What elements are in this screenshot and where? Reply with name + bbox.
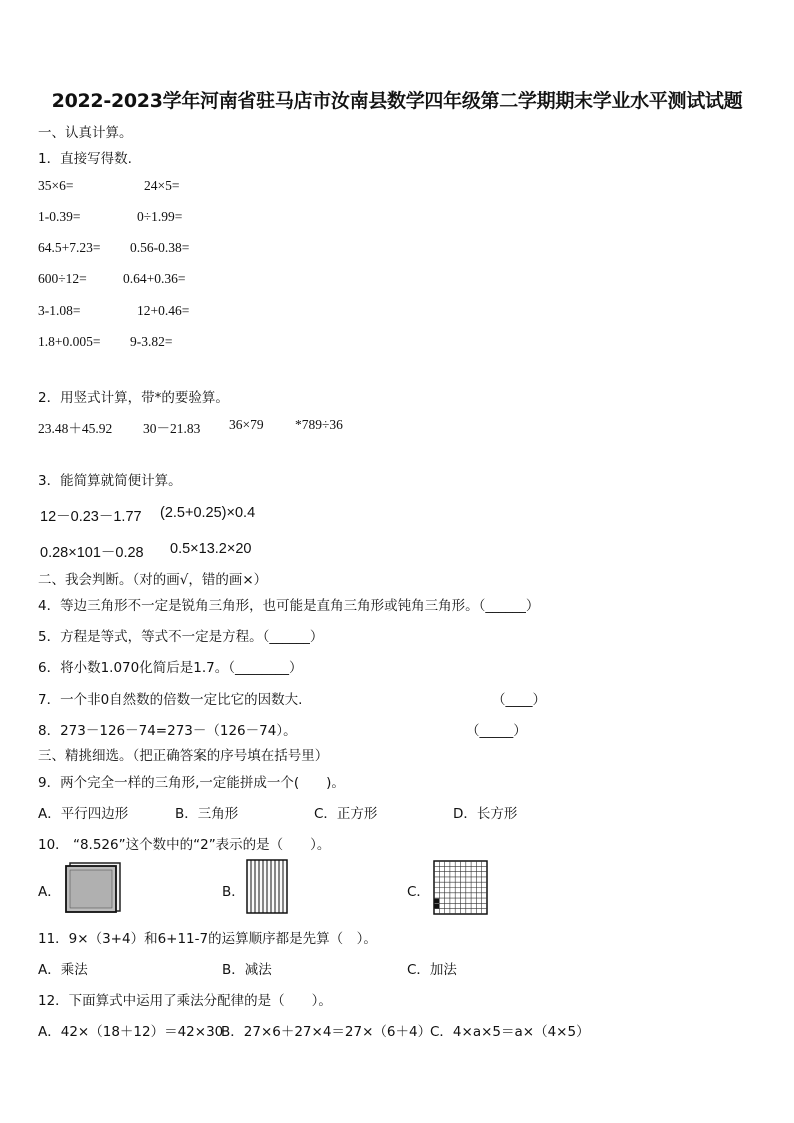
q1-item: 3-1.08= bbox=[38, 303, 81, 318]
q2-item: *789÷36 bbox=[295, 417, 343, 432]
question-8-blank: （_____） bbox=[466, 723, 527, 739]
q11-option-c: C．加法 bbox=[407, 962, 457, 978]
question-7-blank: （____） bbox=[492, 692, 546, 708]
q2-item: 30－21.83 bbox=[143, 421, 201, 436]
q10-option-c: C． bbox=[407, 884, 430, 900]
q1-item: 1-0.39= bbox=[38, 209, 81, 224]
q9-option-c: C．正方形 bbox=[314, 806, 378, 822]
q1-item: 600÷12= bbox=[38, 271, 87, 286]
tenths-strips-image bbox=[246, 859, 288, 914]
question-2-label: 2．用竖式计算，带*的要验算。 bbox=[38, 390, 229, 406]
question-7: 7．一个非0自然数的倍数一定比它的因数大. bbox=[38, 692, 303, 708]
q3-item: (2.5+0.25)×0.4 bbox=[160, 505, 256, 521]
q10-option-b: B． bbox=[222, 884, 245, 900]
q3-item: 0.28×101－0.28 bbox=[40, 545, 144, 561]
q1-item: 0.56-0.38= bbox=[130, 240, 190, 255]
question-6: 6．将小数1.070化简后是1.7。（________） bbox=[38, 660, 303, 676]
q3-item: 0.5×13.2×20 bbox=[170, 541, 252, 557]
section-3-heading: 三、精挑细选。（把正确答案的序号填在括号里） bbox=[38, 748, 329, 764]
hundredths-grid-image bbox=[433, 860, 488, 915]
q12-option-a: A．42×（18＋12）＝42×30 bbox=[38, 1024, 224, 1040]
page-title: 2022-2023学年河南省驻马店市汝南县数学四年级第二学期期末学业水平测试试题 bbox=[51, 90, 743, 112]
q1-item: 24×5= bbox=[144, 178, 180, 193]
q2-item: 23.48＋45.92 bbox=[38, 421, 113, 436]
question-5: 5．方程是等式，等式不一定是方程。（______） bbox=[38, 629, 324, 645]
question-4: 4．等边三角形不一定是锐角三角形，也可能是直角三角形或钝角三角形。（______） bbox=[38, 598, 540, 614]
question-9-label: 9．两个完全一样的三角形,一定能拼成一个( )。 bbox=[38, 775, 345, 791]
question-3-label: 3．能简算就简便计算。 bbox=[38, 473, 182, 489]
q11-option-a: A．乘法 bbox=[38, 962, 88, 978]
q9-option-b: B．三角形 bbox=[175, 806, 239, 822]
section-1-heading: 一、认真计算。 bbox=[38, 125, 133, 141]
question-12-label: 12．下面算式中运用了乘法分配律的是（ ）。 bbox=[38, 993, 332, 1009]
q9-option-a: A．平行四边形 bbox=[38, 806, 129, 822]
q2-item: 36×79 bbox=[229, 417, 264, 432]
question-11-label: 11．9×（3+4）和6+11-7的运算顺序都是先算（ ）。 bbox=[38, 931, 377, 947]
q12-option-b: B．27×6＋27×4＝27×（6＋4） bbox=[221, 1024, 432, 1040]
q10-option-a: A． bbox=[38, 884, 61, 900]
question-1-label: 1．直接写得数. bbox=[38, 151, 132, 167]
cube-block-image bbox=[64, 862, 122, 914]
q11-option-b: B．减法 bbox=[222, 962, 272, 978]
q1-item: 0÷1.99= bbox=[137, 209, 183, 224]
section-2-heading: 二、我会判断。（对的画√，错的画×） bbox=[38, 572, 268, 588]
q1-item: 35×6= bbox=[38, 178, 74, 193]
q12-option-c: C．4×a×5＝a×（4×5） bbox=[430, 1024, 590, 1040]
q9-option-d: D．长方形 bbox=[453, 806, 518, 822]
q3-item: 12－0.23－1.77 bbox=[40, 509, 142, 525]
question-8: 8．273－126－74=273－（126－74）。 bbox=[38, 723, 297, 739]
question-10-label: 10． “8.526”这个数中的“2”表示的是（ ）。 bbox=[38, 837, 331, 853]
q1-item: 64.5+7.23= bbox=[38, 240, 101, 255]
q1-item: 9-3.82= bbox=[130, 334, 173, 349]
q1-item: 0.64+0.36= bbox=[123, 271, 186, 286]
q1-item: 12+0.46= bbox=[137, 303, 190, 318]
q1-item: 1.8+0.005= bbox=[38, 334, 101, 349]
